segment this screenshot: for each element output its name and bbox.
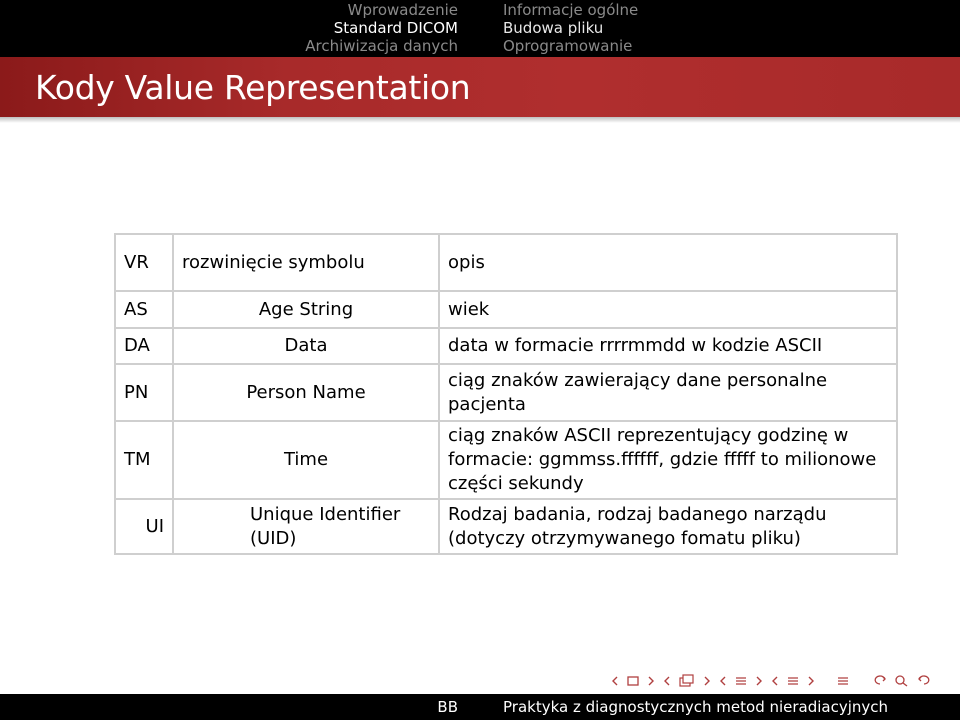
top-navigation-bar [0, 0, 960, 57]
prev-frame-icon[interactable] [610, 675, 620, 687]
vr-codes-table [114, 233, 898, 555]
cell-code: UI [115, 499, 173, 554]
next-subsection-icon[interactable] [702, 675, 712, 687]
section-icon[interactable] [734, 675, 748, 687]
cell-code: AS [115, 291, 173, 328]
footer-title: Praktyka z diagnostycznych metod nieradiacyjnych [503, 698, 889, 716]
table-row [115, 291, 897, 328]
prev-part-icon[interactable] [770, 675, 780, 687]
cell-code: TM [115, 421, 173, 499]
cell-name: Person Name [173, 364, 439, 421]
header-desc: opis [439, 234, 897, 291]
cell-desc: data w formacie rrrrmmdd w kodzie ASCII [439, 328, 897, 364]
nav-section-wprowadzenie[interactable]: Wprowadzenie [347, 1, 458, 19]
cell-name: Data [173, 328, 439, 364]
frame-title-bar [0, 57, 960, 117]
part-icon[interactable] [786, 675, 800, 687]
nav-subsection-oprogramowanie[interactable]: Oprogramowanie [503, 37, 633, 55]
nav-section-archiwizacja[interactable]: Archiwizacja danych [305, 37, 458, 55]
next-frame-icon[interactable] [646, 675, 656, 687]
cell-code: DA [115, 328, 173, 364]
subsection-icon[interactable] [678, 674, 696, 688]
search-icon[interactable] [894, 674, 910, 688]
prev-subsection-icon[interactable] [662, 675, 672, 687]
table-row [115, 421, 897, 499]
next-part-icon[interactable] [806, 675, 816, 687]
document-icon[interactable] [836, 675, 850, 687]
cell-desc: Rodzaj badania, rodzaj badanego narządu (dotyczy otrzymywanego fomatu pliku) [439, 499, 897, 554]
cell-name: Age String [173, 291, 439, 328]
beamer-navigation-symbols [610, 672, 934, 690]
forward-icon[interactable] [916, 675, 934, 687]
cell-code: PN [115, 364, 173, 421]
frame-title: Kody Value Representation [35, 68, 471, 107]
cell-desc: wiek [439, 291, 897, 328]
cell-name: Time [173, 421, 439, 499]
nav-section-standard-dicom[interactable]: Standard DICOM [333, 19, 458, 37]
frame-icon[interactable] [626, 675, 640, 687]
header-symbol: rozwinięcie symbolu [173, 234, 439, 291]
table-row [115, 328, 897, 364]
section-nav [305, 1, 458, 55]
table-row [115, 499, 897, 554]
footer-author: BB [437, 698, 458, 716]
nav-subsection-budowa-pliku[interactable]: Budowa pliku [503, 19, 604, 37]
header-vr: VR [115, 234, 173, 291]
next-section-icon[interactable] [754, 675, 764, 687]
cell-desc: ciąg znaków ASCII reprezentujący godzinę w formacie: ggmmss.ffffff, gdzie fffff to milionowe części sekundy [439, 421, 897, 499]
table-row [115, 364, 897, 421]
subsection-nav [503, 1, 638, 55]
back-icon[interactable] [870, 675, 888, 687]
footer-bar [0, 694, 960, 720]
cell-desc: ciąg znaków zawierający dane personalne pacjenta [439, 364, 897, 421]
nav-subsection-informacje[interactable]: Informacje ogólne [503, 1, 639, 19]
table-header-row [115, 234, 897, 291]
prev-section-icon[interactable] [718, 675, 728, 687]
cell-name: Unique Identifier (UID) [173, 499, 439, 554]
